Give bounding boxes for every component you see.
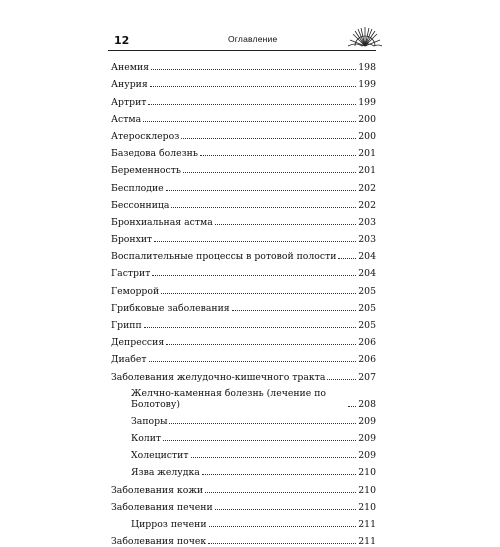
toc-entry-page: 205 [358,285,376,297]
toc-entry [108,159,376,176]
toc-entry [108,245,376,262]
toc-entry-page: 209 [358,450,376,462]
dot-leader [348,406,356,407]
dot-leader [191,457,357,458]
toc-entry-label: Заболевания желудочно-кишечного тракта [111,371,326,383]
toc-entry [108,496,376,513]
toc-entry-label: Колит [131,432,162,444]
toc-entry [108,427,376,444]
toc-entry-label: Базедова болезнь [111,148,198,160]
toc-entry-label: Диабет [111,354,147,366]
toc-entry-label: Беременность [111,165,181,177]
toc-entry [108,461,376,478]
toc-entry [108,73,376,90]
toc-entry-label: Заболевания кожи [111,484,204,496]
toc-entry [108,56,376,73]
toc-entry-label: Депрессия [111,337,165,349]
toc-entry-page: 211 [358,518,376,530]
toc-entry-label: Заболевания печени [111,501,213,513]
toc-entry-page: 199 [358,79,376,91]
toc-entry [108,211,376,228]
toc-entry [108,176,376,193]
toc-entry [108,530,376,547]
toc-entry [108,348,376,365]
dot-leader [144,327,357,328]
toc-entry [108,142,376,159]
dot-leader [151,69,356,70]
toc-entry-page: 209 [358,415,376,427]
toc-entry-page: 210 [358,501,376,513]
dot-leader [148,104,356,105]
page-number: 12 [114,34,130,47]
toc-entry-label: Анурия [111,79,148,91]
dot-leader [163,440,356,441]
toc-entry-label: Бронхиальная астма [111,216,213,228]
toc-entry-label: Заболевания почек [111,536,207,547]
dot-leader [215,224,356,225]
page-header [108,28,376,51]
toc-entry-page: 208 [358,398,376,410]
dot-leader [327,379,356,380]
toc-entry [108,279,376,296]
toc-entry [108,410,376,427]
toc-entry-label: Геморрой [111,285,160,297]
toc-entry-label: Бронхит [111,234,153,246]
toc-entry-page: 200 [358,130,376,142]
toc-entry-label: Холецистит [131,450,189,462]
toc-entry [108,314,376,331]
toc-entry [108,331,376,348]
toc-entry-label: Астма [111,113,142,125]
dot-leader [166,344,356,345]
toc-entry-label: Грипп [111,320,142,331]
dot-leader [208,543,356,544]
dot-leader [202,474,356,475]
toc-entry [108,478,376,495]
toc-entry-page: 204 [358,251,376,263]
dot-leader [154,241,356,242]
toc-entry-label: Желчно-каменная болезнь (лечение по Болотову) [131,387,326,410]
dot-leader [150,86,357,87]
dot-leader [161,293,356,294]
dot-leader [169,423,356,424]
toc-entry [108,262,376,279]
dot-leader [232,310,357,311]
toc-entry [108,444,376,461]
toc-entry [108,194,376,211]
toc-entry-page: 206 [358,337,376,349]
toc-entry [108,228,376,245]
dot-leader [171,207,356,208]
dot-leader [215,509,357,510]
toc-entry-page: 205 [358,302,376,314]
toc-entry-page: 210 [358,484,376,496]
toc-entry-page: 210 [358,467,376,479]
dot-leader [200,155,356,156]
dot-leader [183,172,356,173]
toc-entry-page: 205 [358,320,376,331]
toc-entry-page: 200 [358,113,376,125]
table-of-contents [108,56,376,547]
toc-entry-page: 206 [358,354,376,366]
toc-entry-label: Артрит [111,96,147,108]
dot-leader [209,526,357,527]
toc-entry-page: 203 [358,234,376,246]
toc-entry-label: Язва желудка [131,467,200,479]
toc-entry-page: 198 [358,62,376,74]
dot-leader [205,492,356,493]
toc-entry-page: 204 [358,268,376,280]
toc-entry-page: 202 [358,199,376,211]
sunburst-ornament-icon [348,24,382,50]
toc-entry-page: 209 [358,432,376,444]
toc-entry [108,90,376,107]
toc-entry [108,125,376,142]
toc-entry-label: Атеросклероз [111,130,180,142]
toc-entry [108,108,376,125]
toc-entry-label: Бессонница [111,199,170,211]
toc-entry [108,513,376,530]
toc-entry-label: Анемия [111,62,150,74]
toc-entry-label: Цирроз печени [131,518,207,530]
toc-entry-page: 202 [358,182,376,194]
toc-entry-page: 211 [358,536,376,547]
dot-leader [181,138,356,139]
dot-leader [338,258,356,259]
dot-leader [166,190,357,191]
toc-entry-label: Гастрит [111,268,151,280]
toc-entry-page: 203 [358,216,376,228]
toc-entry-label: Грибковые заболевания [111,302,230,314]
dot-leader [143,121,356,122]
toc-entry-page: 201 [358,148,376,160]
dot-leader [152,275,356,276]
toc-entry [108,297,376,314]
book-page [108,28,376,547]
toc-entry-page: 207 [358,371,376,383]
toc-entry-label: Запоры [131,415,168,427]
section-title: Оглавление [228,34,278,44]
dot-leader [149,361,357,362]
toc-entry [108,383,376,410]
toc-entry-page: 199 [358,96,376,108]
toc-entry-page: 201 [358,165,376,177]
toc-entry [108,365,376,382]
toc-entry-label: Бесплодие [111,182,164,194]
toc-entry-label: Воспалительные процессы в ротовой полости [111,251,337,263]
